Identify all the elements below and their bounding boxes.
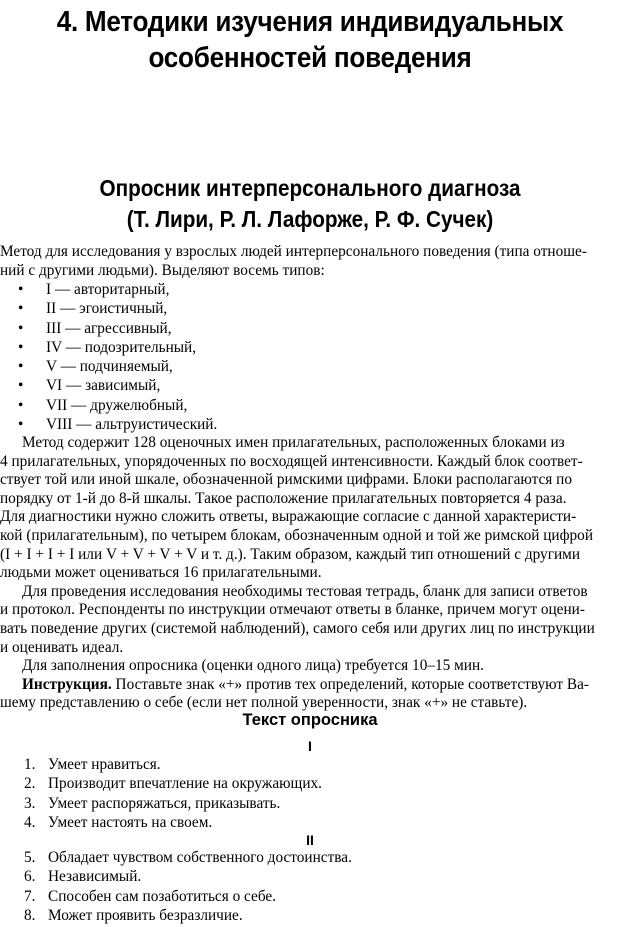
question-list [0, 755, 620, 832]
instruction-paragraph [0, 676, 620, 695]
chapter-title-line: особенностей поведения [148, 42, 472, 74]
list-item: • II — эгоистичный, [18, 300, 168, 318]
list-item: • V — подчиняемый, [18, 358, 173, 376]
bullet-icon: • [18, 338, 24, 356]
text-line: Для диагностики нужно сложить ответы, выражающие согласие с данной характеристи- [0, 508, 577, 526]
text-line: Метод для исследования у взрослых людей интерперсонального поведения (типа отноше- [0, 243, 587, 260]
text-line: ний с другими людьми). Выделяют восемь типов: [0, 261, 325, 279]
method-paragraph [0, 434, 620, 713]
questionnaire-title: Текст опросника [242, 711, 378, 729]
text-line: Метод содержит 128 оценочных имен прилагательных, расположенных блоками из [22, 434, 565, 451]
question-item: 2. Производит впечатление на окружающих. [24, 775, 322, 793]
question-item: 4. Умеет настоять на своем. [24, 813, 213, 831]
list-item: • VII — дружелюбный, [18, 396, 188, 414]
instruction-text: Поставьте знак «+» против тех определений, которые соответствуют Ва- [111, 675, 589, 693]
section-title [31, 173, 589, 235]
question-list [0, 848, 620, 925]
text-line: и протокол. Респонденты по инструкции отмечают ответы в бланке, причем могут оцени- [0, 601, 585, 619]
list-item: • I — авторитарный, [18, 281, 170, 298]
question-item: 6. Независимый. [24, 868, 142, 886]
bullet-icon: • [18, 300, 24, 318]
question-item: 8. Может проявить безразличие. [24, 906, 243, 924]
text-line: (I + I + I + I или V + V + V + V и т. д.). Таким образом, каждый тип отношений с другими [0, 545, 581, 563]
chapter-title [31, 4, 589, 76]
text-line: ствует той или иной шкале, обозначенной римскими цифрами. Блоки располагаются по [0, 471, 572, 489]
text-line: 4 прилагательных, упорядоченных по восходящей интенсивности. Каждый блок соответ- [0, 452, 583, 470]
text-line: вать поведение других (системой наблюдений), самого себя или других лиц по инструкции [0, 619, 595, 637]
chapter-title-line: 4. Методики изучения индивидуальных [56, 6, 564, 38]
bullet-icon: • [18, 358, 24, 376]
bullet-icon: • [18, 396, 24, 414]
text-line: и оценивать идеал. [0, 638, 124, 656]
types-list [0, 280, 620, 434]
bullet-icon: • [18, 319, 24, 337]
list-item: • VI — зависимый, [18, 377, 161, 395]
list-item: • III — агрессивный, [18, 319, 172, 337]
text-line: порядку от 1-й до 8-й шкалы. Такое расположение прилагательных повторяется 4 раза. [0, 489, 567, 507]
section-title-line: Опросник интерперсонального диагноза [99, 175, 521, 201]
question-item: 1. Умеет нравиться. [24, 756, 161, 773]
question-item: 3. Умеет распоряжаться, приказывать. [24, 794, 281, 812]
text-line: шему представлению о себе (если нет полной уверенности, знак «+» не ставьте). [0, 694, 528, 712]
intro-paragraph [0, 243, 620, 280]
question-item: 5. Обладает чувством собственного достоинства. [24, 849, 352, 866]
list-item: • VIII — альтруистический. [18, 416, 218, 434]
question-item: 7. Способен сам позаботиться о себе. [24, 887, 277, 905]
section-title-line: (Т. Лири, Р. Л. Лафорже, Р. Ф. Сучек) [126, 206, 494, 232]
bullet-icon: • [18, 377, 24, 395]
block-numeral: II [306, 832, 314, 848]
block-numeral: I [308, 738, 312, 754]
duration-paragraph: Для заполнения опросника (оценки одного лица) требуется 10–15 мин. [22, 657, 484, 675]
text-line: кой (прилагательным), по четырем блокам, обозначенным одной и той же римской цифрой [0, 526, 594, 544]
bullet-icon: • [18, 281, 24, 298]
list-item: • IV — подозрительный, [18, 338, 197, 356]
instruction-label: Инструкция. [22, 675, 112, 693]
text-line: Для проведения исследования необходимы тестовая тетрадь, бланк для записи ответов [22, 582, 588, 600]
text-line: людьми может оцениваться 16 прилагательными. [0, 564, 322, 582]
bullet-icon: • [18, 416, 24, 434]
